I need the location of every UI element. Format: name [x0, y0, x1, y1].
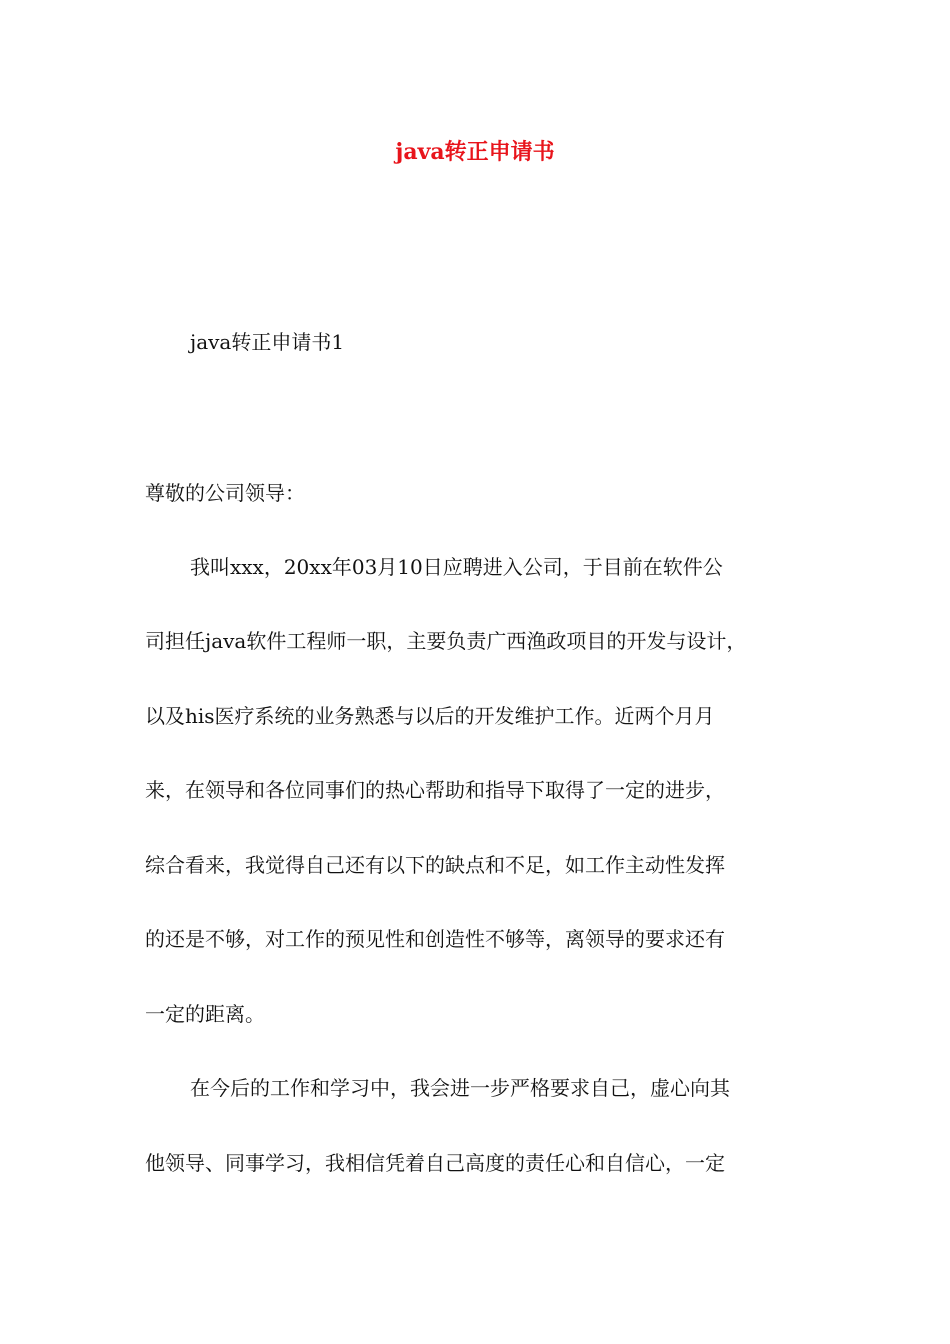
- body-line-2: 司担任java软件工程师一职，主要负责广西渔政项目的开发与设计，: [145, 629, 747, 653]
- body-line-1: 我叫xxx，20xx年03月10日应聘进入公司，于目前在软件公: [190, 555, 723, 579]
- section-heading: java转正申请书1: [190, 330, 345, 354]
- body-line-9: 他领导、同事学习，我相信凭着自己高度的责任心和自信心，一定: [145, 1151, 725, 1175]
- document-title: java转正申请书: [395, 139, 555, 165]
- body-line-4: 来，在领导和各位同事们的热心帮助和指导下取得了一定的进步，: [145, 778, 725, 802]
- body-line-7: 一定的距离。: [145, 1002, 265, 1026]
- salutation: 尊敬的公司领导：: [145, 481, 305, 505]
- body-line-3: 以及his医疗系统的业务熟悉与以后的开发维护工作。近两个月月: [145, 704, 715, 728]
- body-line-8: 在今后的工作和学习中，我会进一步严格要求自己，虚心向其: [190, 1076, 730, 1100]
- body-line-6: 的还是不够，对工作的预见性和创造性不够等，离领导的要求还有: [145, 927, 725, 951]
- body-line-5: 综合看来，我觉得自己还有以下的缺点和不足，如工作主动性发挥: [145, 853, 725, 877]
